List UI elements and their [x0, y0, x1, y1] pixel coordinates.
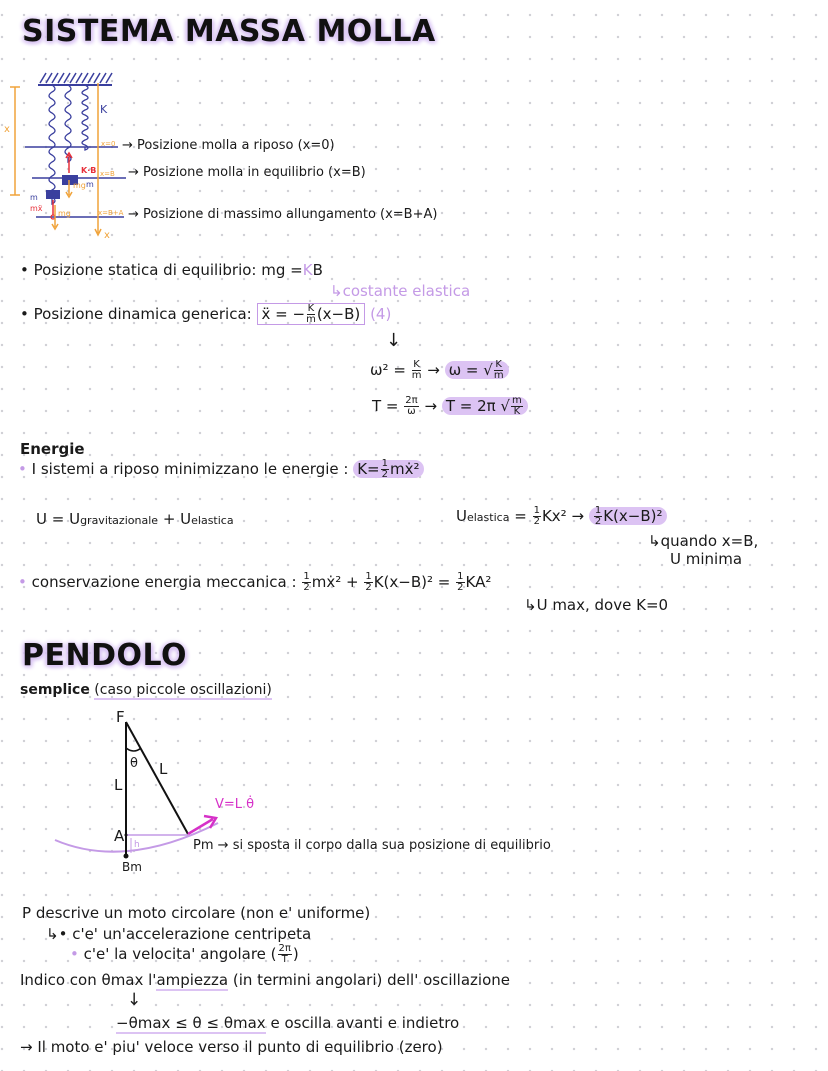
label-m-2: m [30, 193, 38, 202]
desc-line-2: ↳• c'e' un'accelerazione centripeta [46, 925, 312, 943]
annotation-massimo: → Posizione di massimo allungamento (x=B+A) [128, 207, 438, 222]
label-k: K [100, 103, 108, 116]
pendulum-p-note: Pm → si sposta il corpo dalla sua posizione di equilibrio [193, 838, 551, 853]
note-costante-elastica: ↳costante elastica [330, 282, 471, 300]
dynamic-formula-box: ẍ = − $\frac{K}{m}$ (x−B) [257, 303, 366, 325]
spring-long-icon [49, 85, 55, 204]
pendulum-label-h: h [134, 840, 140, 850]
pendulum-label-L-left: L [114, 776, 123, 794]
pendulum-label-A: A [114, 827, 125, 845]
omega-result-highlight: ω = √ $\frac{K}{m}$ [445, 361, 509, 379]
label-x0: x=0 [101, 140, 116, 148]
label-kB: K·B [81, 166, 97, 175]
elastic-potential-line: Uelastica = $\frac{1}{2}$ Kx² → $\frac{1}{2}$ K(x−B)² [456, 506, 667, 527]
indico-line: Indico con θmax l'ampiezza (in termini angolari) dell' oscillazione [20, 971, 510, 989]
kinetic-energy-highlight: K= $\frac{1}{2}$ mẋ² [353, 460, 423, 478]
section-title-pendolo: PENDOLO [22, 638, 188, 673]
range-line: −θmax ≤ θ ≤ θmax e oscilla avanti e indietro [116, 1014, 460, 1032]
energie-heading: Energie [20, 440, 85, 458]
label-xB: x=B [100, 170, 115, 178]
desc-line-3: • c'e' la velocita' angolare ( $\frac{2\pi}{T}$ ) [70, 943, 299, 965]
label-xBA: x=B+A [98, 209, 124, 217]
spring-mid-icon [65, 85, 71, 162]
energie-line-1: • I sistemi a riposo minimizzano le energie : K= $\frac{1}{2}$ mẋ² [18, 459, 424, 480]
omega-line: ω² = $\frac{K}{m}$ → ω = √ $\frac{K}{m}$ [370, 360, 509, 381]
pendulum-label-F: F [116, 708, 125, 726]
label-mx: mẍ [30, 204, 43, 213]
mass-max [46, 190, 60, 199]
static-equilibrium-line: • Posizione statica di equilibrio: mg =KB [20, 261, 323, 279]
pendulum-velocity: V=L θ̇ [215, 797, 255, 812]
desc-line-1: P descrive un moto circolare (non e' uniforme) [22, 904, 371, 922]
conservation-line: • conservazione energia meccanica : $\frac{1}{2}$ mẋ² + $\frac{1}{2}$ K(x−B)² = $\frac{1}{2}$ KA² [18, 571, 492, 593]
down-arrow-2-icon: ↓ [127, 990, 142, 1010]
note-u-minima: U minima [670, 550, 743, 568]
note-u-max: ↳U max, dove K=0 [524, 596, 669, 614]
pendulum-diagram [40, 710, 300, 880]
label-m-1: m [86, 180, 94, 189]
annotation-riposo: → Posizione molla a riposo (x=0) [122, 138, 335, 153]
pendolo-subtitle: semplice (caso piccole oscillazioni) [20, 682, 272, 698]
spring-mass-diagram [0, 65, 140, 245]
note-quando: ↳quando x=B, [648, 532, 759, 550]
period-line: T = $\frac{2\pi}{\omega}$ → T = 2π √ $\frac{m}{K}$ [372, 396, 528, 417]
label-x-left: x [4, 124, 10, 135]
section-title-massa-molla: SISTEMA MASSA MOLLA [22, 14, 436, 49]
final-line: → Il moto e' piu' veloce verso il punto di equilibrio (zero) [20, 1038, 443, 1056]
ceiling-hatch-icon [38, 73, 112, 85]
potential-energy-sum: U = Ugravitazionale + Uelastica [36, 510, 234, 528]
pendulum-label-theta: θ [130, 756, 138, 771]
dynamic-equation-line: • Posizione dinamica generica: ẍ = − $\frac{K}{m}$ (x−B) (4) [20, 303, 392, 325]
label-mg-1: mg [73, 181, 86, 190]
down-arrow-icon: ↓ [386, 330, 402, 351]
spring-rest-icon [82, 85, 88, 150]
pendulum-label-B: Bm [122, 860, 142, 874]
pendulum-label-L-right: L [159, 760, 168, 778]
annotation-equilibrio: → Posizione molla in equilibrio (x=B) [128, 165, 366, 180]
label-x-bottom: x [104, 230, 110, 241]
elastic-result-highlight: $\frac{1}{2}$ K(x−B)² [589, 507, 667, 525]
label-mg-2: mg [58, 209, 71, 218]
period-result-highlight: T = 2π √ $\frac{m}{K}$ [442, 397, 528, 415]
